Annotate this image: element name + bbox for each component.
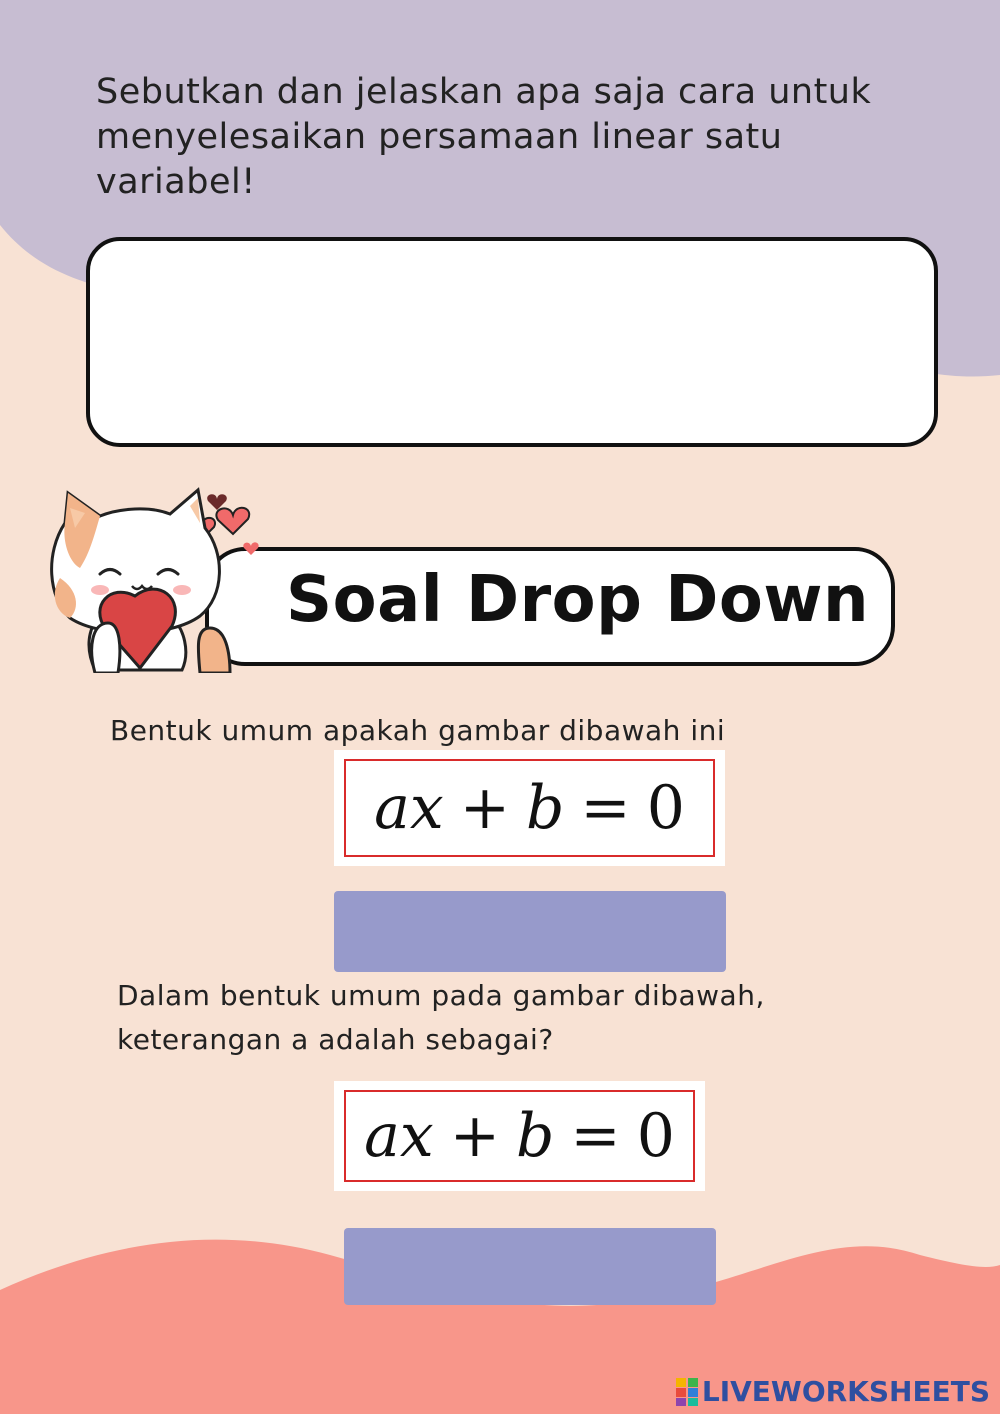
formula-equals: =: [580, 773, 631, 843]
answer-text-box[interactable]: [86, 237, 938, 447]
liveworksheets-brand[interactable]: [675, 1375, 990, 1408]
liveworksheets-logo-icon: [675, 1377, 699, 1407]
question-3-text-line-2: keterangan a adalah sebagai?: [117, 1023, 554, 1056]
question-2-formula-image: [334, 750, 725, 866]
brand-name: LIVEWORKSHEETS: [701, 1375, 990, 1408]
question-3-dropdown[interactable]: [344, 1228, 716, 1305]
question-3-text: [117, 974, 765, 1062]
question-2-text: Bentuk umum apakah gambar dibawah ini: [110, 714, 726, 747]
formula-plus: +: [459, 773, 510, 843]
section-title-banner: [205, 547, 895, 666]
formula-term-a: ax: [364, 1101, 434, 1171]
formula-equals: =: [570, 1101, 621, 1171]
question-1-text: Sebutkan dan jelaskan apa saja cara untuk menyelesaikan persamaan linear satu variabel!: [96, 72, 872, 202]
question-3-text-line-1: Dalam bentuk umum pada gambar dibawah,: [117, 979, 765, 1012]
formula-zero: 0: [646, 773, 685, 843]
question-3-formula-image: [334, 1081, 705, 1191]
formula-term-b: b: [526, 773, 565, 843]
formula-term-b: b: [516, 1101, 555, 1171]
formula-term-a: ax: [374, 773, 444, 843]
section-title: Soal Drop Down: [286, 563, 869, 637]
formula-zero: 0: [636, 1101, 675, 1171]
formula-plus: +: [449, 1101, 500, 1171]
cat-holding-heart-icon: [40, 478, 270, 673]
question-2-dropdown[interactable]: [334, 891, 726, 972]
